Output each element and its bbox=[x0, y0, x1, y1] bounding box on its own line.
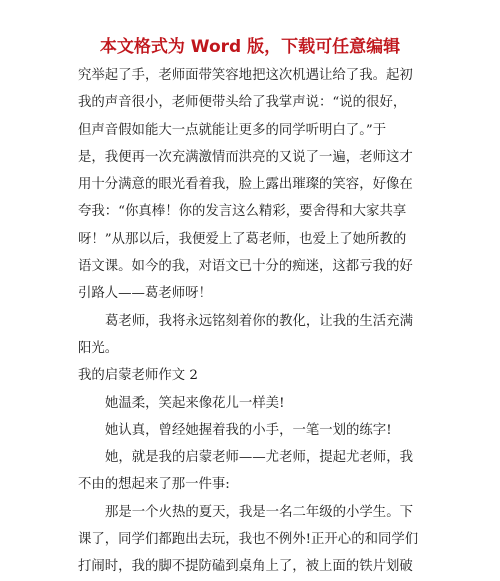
text-line: 她，就是我的启蒙老师——尤老师，提起尤老师，我 bbox=[105, 450, 413, 466]
text-line: 葛老师，我将永远铭刻着你的教化，让我的生活充满 bbox=[105, 313, 413, 329]
text-line: 她认真，曾经她握着我的小手，一笔一划的练字! bbox=[105, 422, 392, 438]
text-line: 课了，同学们都跑出去玩，我也不例外!正开心的和同学们 bbox=[78, 532, 419, 548]
text-line: 我的声音很小，老师便带头给了我掌声说：“说的很好， bbox=[78, 95, 407, 111]
text-line: 用十分满意的眼光看着我，脸上露出璀璨的笑容，好像在 bbox=[78, 177, 413, 193]
text-line: 呀！”从那以后，我便爱上了葛老师，也爱上了她所教的 bbox=[78, 231, 407, 247]
text-line: 夸我：“你真棒！你的发言这么精彩，要舍得和大家共享 bbox=[78, 204, 407, 220]
text-line: 究举起了手，老师面带笑容地把这次机遇让给了我。起初 bbox=[78, 68, 413, 83]
text-line: 阳光。 bbox=[78, 340, 119, 356]
document-banner: 本文格式为 Word 版，下载可任意编辑 bbox=[99, 37, 401, 57]
text-line: 是，我便再一次充满激情而洪亮的又说了一遍，老师这才 bbox=[78, 149, 413, 165]
text-line: 语文课。如今的我，对语文已十分的痴迷，这都亏我的好 bbox=[78, 259, 413, 275]
document-body bbox=[78, 62, 426, 581]
text-line: 但声音假如能大一点就能让更多的同学听明白了。”于 bbox=[78, 122, 387, 138]
text-line: 打闹时，我的脚不提防磕到桌角上了，被上面的铁片划破 bbox=[78, 559, 413, 575]
text-line: 她温柔，笑起来像花儿一样美! bbox=[105, 395, 285, 411]
text-line: 不由的想起来了那一件事: bbox=[78, 477, 230, 493]
text-line: 引路人——葛老师呀！ bbox=[78, 286, 212, 302]
text-line: 那是一个火热的夏天，我是一名二年级的小学生。下 bbox=[105, 504, 413, 520]
text-line: 我的启蒙老师作文 2 bbox=[78, 368, 198, 384]
